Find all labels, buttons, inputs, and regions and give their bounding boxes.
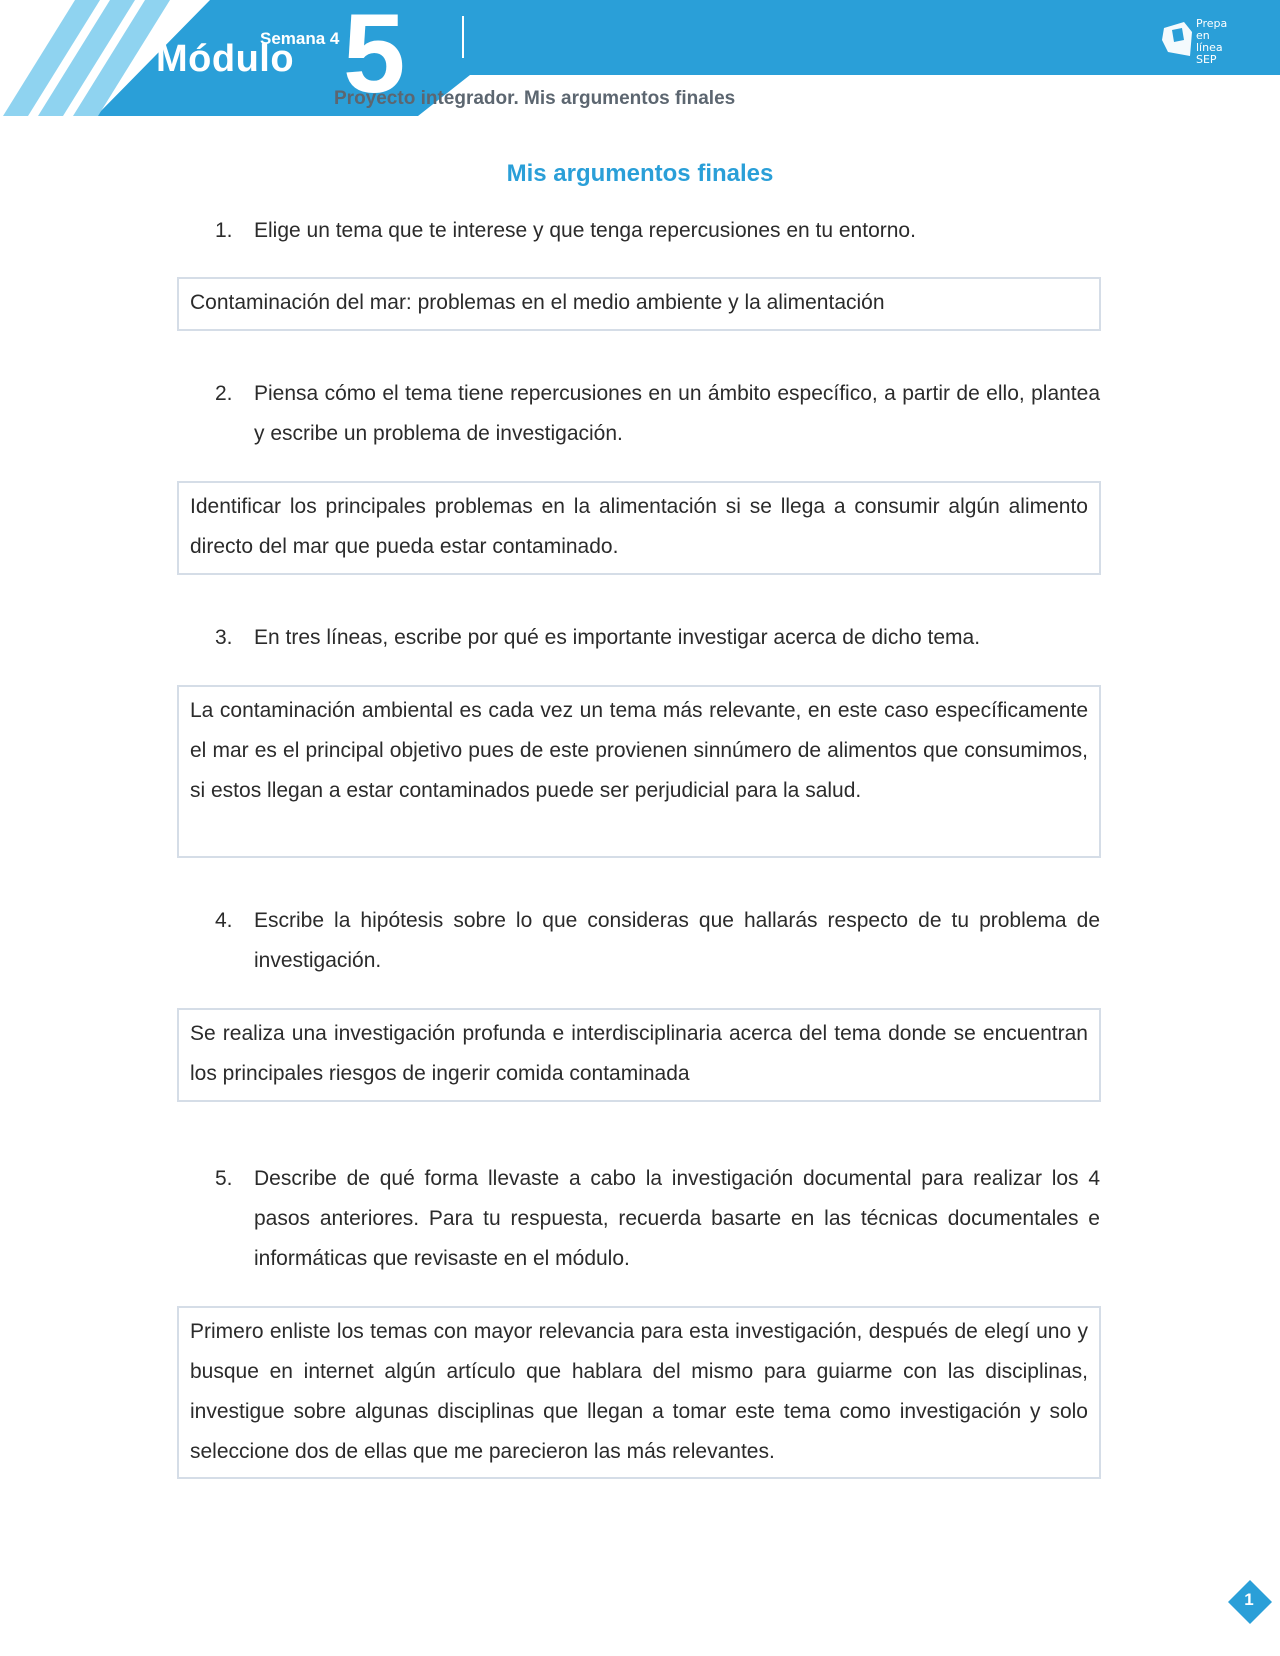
- module-number: 5: [343, 0, 406, 116]
- logo-text: Prepa en línea SEP: [1196, 17, 1228, 66]
- question-text: Escribe la hipótesis sobre lo que consideras que hallarás respecto de tu problema de investigación.: [254, 909, 1100, 972]
- question-3: [212, 618, 1100, 658]
- question-4: [212, 901, 1100, 981]
- answer-text: Se realiza una investigación profunda e interdisciplinaria acerca del tema donde se encuentran los principales riesgos de ingerir comida contaminada: [190, 1022, 1088, 1085]
- document-title: Mis argumentos finales: [506, 160, 774, 187]
- header-subtitle: Proyecto integrador. Mis argumentos finales: [334, 88, 736, 109]
- answer-text: Identificar los principales problemas en la alimentación si se llega a consumir algún alimento directo del mar que pueda estar contaminado.: [190, 495, 1088, 558]
- question-number: 2.: [215, 382, 233, 405]
- week-label: Semana 4: [260, 29, 340, 48]
- question-text: Elige un tema que te interese y que tenga repercusiones en tu entorno.: [254, 219, 916, 242]
- answer-text: La contaminación ambiental es cada vez un tema más relevante, en este caso específicamente el mar es el principal objetivo pues de este provienen sinnúmero de alimentos que consumimos, si estos llegan a estar contaminados puede ser perjudicial para la salud.: [190, 699, 1088, 802]
- page-number-badge: [1226, 1578, 1274, 1626]
- answer-box-1: [177, 277, 1101, 331]
- answer-box-4: [177, 1008, 1101, 1102]
- question-number: 4.: [215, 909, 233, 932]
- question-text: En tres líneas, escribe por qué es importante investigar acerca de dicho tema.: [254, 626, 981, 649]
- page-number: 1: [1244, 1590, 1254, 1609]
- question-text: Piensa cómo el tema tiene repercusiones en un ámbito específico, a partir de ello, plantea y escribe un problema de investigación.: [254, 382, 1100, 445]
- question-number: 5.: [215, 1167, 233, 1190]
- module-label: Módulo: [156, 38, 295, 80]
- answer-text: Primero enliste los temas con mayor relevancia para esta investigación, después de elegí uno y busque en internet algún artículo que hablara del mismo para guiarme con las disciplinas, investigue sobre algunas disciplinas que llegan a tomar este tema como investigación y solo seleccione dos de ellas que me parecieron las más relevantes.: [190, 1320, 1088, 1463]
- question-number: 1.: [215, 219, 233, 242]
- question-1: [212, 211, 1100, 251]
- prepa-en-linea-logo: [1160, 16, 1230, 66]
- question-text: Describe de qué forma llevaste a cabo la investigación documental para realizar los 4 pasos anteriores. Para tu respuesta, recuerda basarte en las técnicas documentales e informáticas que revisaste en el módulo.: [254, 1167, 1100, 1270]
- page-header: [0, 0, 1280, 120]
- answer-box-3: [177, 685, 1101, 858]
- question-5: [212, 1159, 1100, 1279]
- answer-box-5: [177, 1306, 1101, 1479]
- question-number: 3.: [215, 626, 233, 649]
- answer-text: Contaminación del mar: problemas en el medio ambiente y la alimentación: [190, 291, 885, 314]
- answer-box-2: [177, 481, 1101, 575]
- question-2: [212, 374, 1100, 454]
- logo-book-icon: [1160, 20, 1196, 60]
